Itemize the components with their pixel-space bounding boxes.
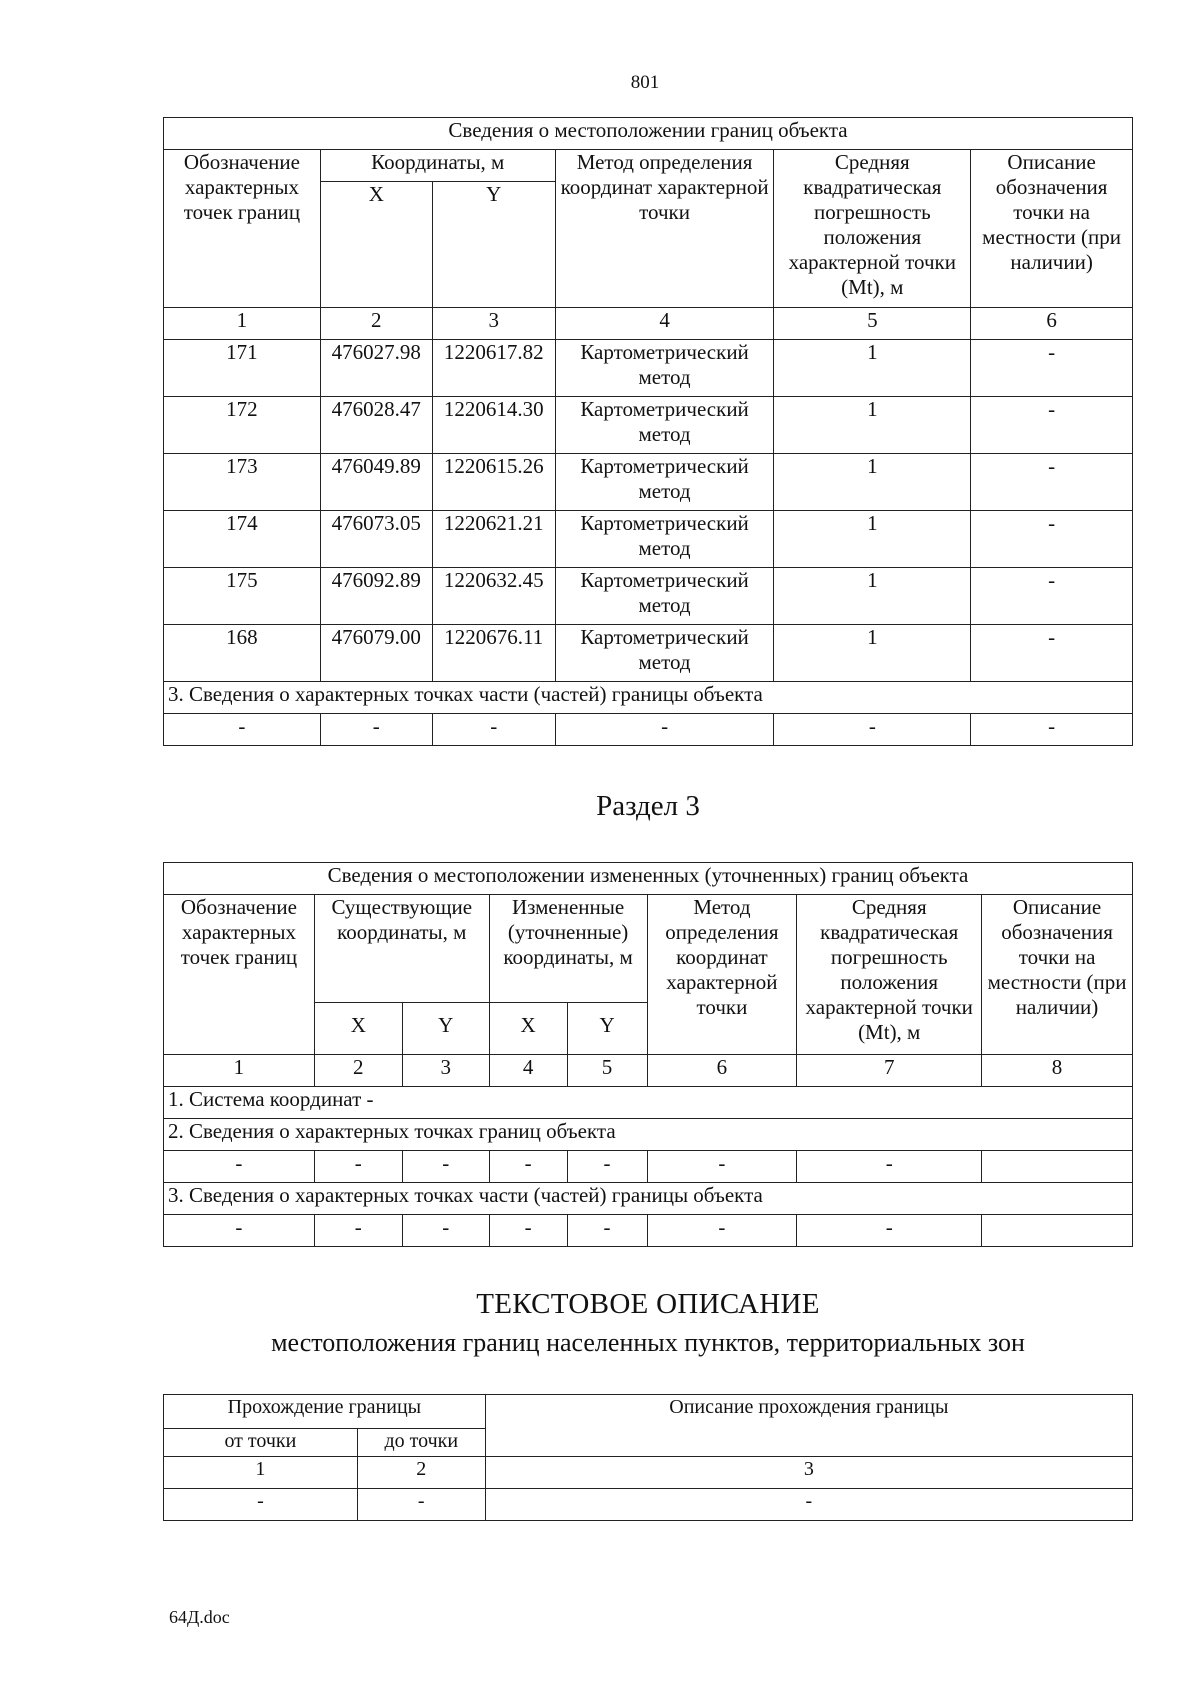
header-designation: Обозначение характерных точек границ — [164, 895, 315, 1055]
column-number-row — [164, 1457, 1133, 1489]
header-x: X — [489, 1003, 567, 1055]
table-row — [164, 1489, 1133, 1521]
dash-cell: - — [485, 1489, 1132, 1521]
y-cell: 1220676.11 — [432, 625, 555, 682]
page-number: 801 — [630, 72, 660, 93]
table-row — [164, 568, 1133, 625]
dash-cell: - — [432, 714, 555, 746]
table-row — [164, 1151, 1133, 1183]
header-passage: Прохождение границы — [164, 1395, 486, 1429]
dash-cell: - — [314, 1151, 402, 1183]
header-passage-description: Описание прохождения границы — [485, 1395, 1132, 1457]
y-cell: 1220617.82 — [432, 340, 555, 397]
text-description-title: ТЕКСТОВОЕ ОПИСАНИЕ — [476, 1288, 820, 1320]
header-to-point: до точки — [357, 1429, 485, 1457]
header-y: Y — [432, 182, 555, 308]
x-cell: 476079.00 — [320, 625, 432, 682]
point-cell: 172 — [164, 397, 321, 454]
section-row-boundary-points: 2. Сведения о характерных точках границ объекта — [164, 1119, 1133, 1151]
header-from-point: от точки — [164, 1429, 358, 1457]
error-cell: 1 — [774, 625, 971, 682]
y-cell: 1220621.21 — [432, 511, 555, 568]
dash-cell: - — [567, 1151, 647, 1183]
dash-cell: - — [164, 1151, 315, 1183]
column-number: 4 — [555, 308, 774, 340]
point-cell: 168 — [164, 625, 321, 682]
table-caption: Сведения о местоположении измененных (уточненных) границ объекта — [164, 863, 1133, 895]
description-cell: - — [971, 454, 1133, 511]
table-row — [164, 397, 1133, 454]
column-number: 1 — [164, 1055, 315, 1087]
boundary-passage-table — [163, 1394, 1133, 1521]
column-number: 3 — [485, 1457, 1132, 1489]
column-number: 6 — [647, 1055, 797, 1087]
column-number: 1 — [164, 308, 321, 340]
table-caption: Сведения о местоположении границ объекта — [164, 118, 1133, 150]
header-description: Описание обозначения точки на местности (при наличии) — [971, 150, 1133, 308]
dash-cell: - — [774, 714, 971, 746]
text-description-subtitle: местоположения границ населенных пунктов, территориальных зон — [271, 1328, 1025, 1357]
x-cell: 476027.98 — [320, 340, 432, 397]
method-cell: Картометрический метод — [555, 454, 774, 511]
header-error: Средняя квадратическая погрешность положения характерной точки (Mt), м — [797, 895, 982, 1055]
section-title: Раздел 3 — [596, 790, 700, 822]
dash-cell: - — [797, 1151, 982, 1183]
description-cell: - — [971, 511, 1133, 568]
table-row — [164, 714, 1133, 746]
dash-cell: - — [357, 1489, 485, 1521]
column-number-row — [164, 1055, 1133, 1087]
header-y: Y — [567, 1003, 647, 1055]
error-cell: 1 — [774, 397, 971, 454]
dash-cell: - — [164, 1215, 315, 1247]
table-row — [164, 340, 1133, 397]
table-row — [164, 1215, 1133, 1247]
dash-cell: - — [647, 1215, 797, 1247]
header-coords: Координаты, м — [320, 150, 555, 182]
x-cell: 476049.89 — [320, 454, 432, 511]
method-cell: Картометрический метод — [555, 568, 774, 625]
description-cell: - — [971, 397, 1133, 454]
dash-cell: - — [489, 1151, 567, 1183]
empty-cell — [982, 1151, 1133, 1183]
dash-cell: - — [647, 1151, 797, 1183]
point-cell: 171 — [164, 340, 321, 397]
column-number: 4 — [489, 1055, 567, 1087]
column-number: 3 — [402, 1055, 489, 1087]
section-row-coordinate-system: 1. Система координат - — [164, 1087, 1133, 1119]
column-number: 2 — [314, 1055, 402, 1087]
point-cell: 174 — [164, 511, 321, 568]
y-cell: 1220615.26 — [432, 454, 555, 511]
column-number: 7 — [797, 1055, 982, 1087]
dash-cell: - — [320, 714, 432, 746]
y-cell: 1220632.45 — [432, 568, 555, 625]
dash-cell: - — [567, 1215, 647, 1247]
header-error: Средняя квадратическая погрешность положения характерной точки (Mt), м — [774, 150, 971, 308]
error-cell: 1 — [774, 340, 971, 397]
header-method: Метод определения координат характерной точки — [555, 150, 774, 308]
table-row — [164, 625, 1133, 682]
column-number: 6 — [971, 308, 1133, 340]
changed-boundary-table — [163, 862, 1133, 1247]
column-number: 3 — [432, 308, 555, 340]
section-row-part-points: 3. Сведения о характерных точках части (частей) границы объекта — [164, 682, 1133, 714]
boundary-location-table — [163, 117, 1133, 746]
header-method: Метод определения координат характерной точки — [647, 895, 797, 1055]
section-row-part-points: 3. Сведения о характерных точках части (частей) границы объекта — [164, 1183, 1133, 1215]
x-cell: 476028.47 — [320, 397, 432, 454]
footer-filename: 64Д.doc — [169, 1607, 230, 1627]
description-cell: - — [971, 568, 1133, 625]
error-cell: 1 — [774, 511, 971, 568]
method-cell: Картометрический метод — [555, 625, 774, 682]
dash-cell: - — [314, 1215, 402, 1247]
point-cell: 175 — [164, 568, 321, 625]
dash-cell: - — [971, 714, 1133, 746]
column-number: 2 — [357, 1457, 485, 1489]
column-number: 5 — [774, 308, 971, 340]
table-row — [164, 511, 1133, 568]
empty-cell — [982, 1215, 1133, 1247]
column-number: 2 — [320, 308, 432, 340]
dash-cell: - — [402, 1215, 489, 1247]
y-cell: 1220614.30 — [432, 397, 555, 454]
description-cell: - — [971, 340, 1133, 397]
column-number: 5 — [567, 1055, 647, 1087]
dash-cell: - — [402, 1151, 489, 1183]
column-number-row — [164, 308, 1133, 340]
method-cell: Картометрический метод — [555, 397, 774, 454]
description-cell: - — [971, 625, 1133, 682]
dash-cell: - — [555, 714, 774, 746]
column-number: 8 — [982, 1055, 1133, 1087]
header-description: Описание обозначения точки на местности (при наличии) — [982, 895, 1133, 1055]
header-x: X — [314, 1003, 402, 1055]
method-cell: Картометрический метод — [555, 340, 774, 397]
x-cell: 476092.89 — [320, 568, 432, 625]
dash-cell: - — [164, 1489, 358, 1521]
header-existing-coords: Существующие координаты, м — [314, 895, 489, 1003]
column-number: 1 — [164, 1457, 358, 1489]
dash-cell: - — [797, 1215, 982, 1247]
table-row — [164, 454, 1133, 511]
x-cell: 476073.05 — [320, 511, 432, 568]
header-changed-coords: Измененные (уточненные) координаты, м — [489, 895, 647, 1003]
header-x: X — [320, 182, 432, 308]
method-cell: Картометрический метод — [555, 511, 774, 568]
error-cell: 1 — [774, 568, 971, 625]
dash-cell: - — [489, 1215, 567, 1247]
dash-cell: - — [164, 714, 321, 746]
point-cell: 173 — [164, 454, 321, 511]
error-cell: 1 — [774, 454, 971, 511]
header-y: Y — [402, 1003, 489, 1055]
header-designation: Обозначение характерных точек границ — [164, 150, 321, 308]
